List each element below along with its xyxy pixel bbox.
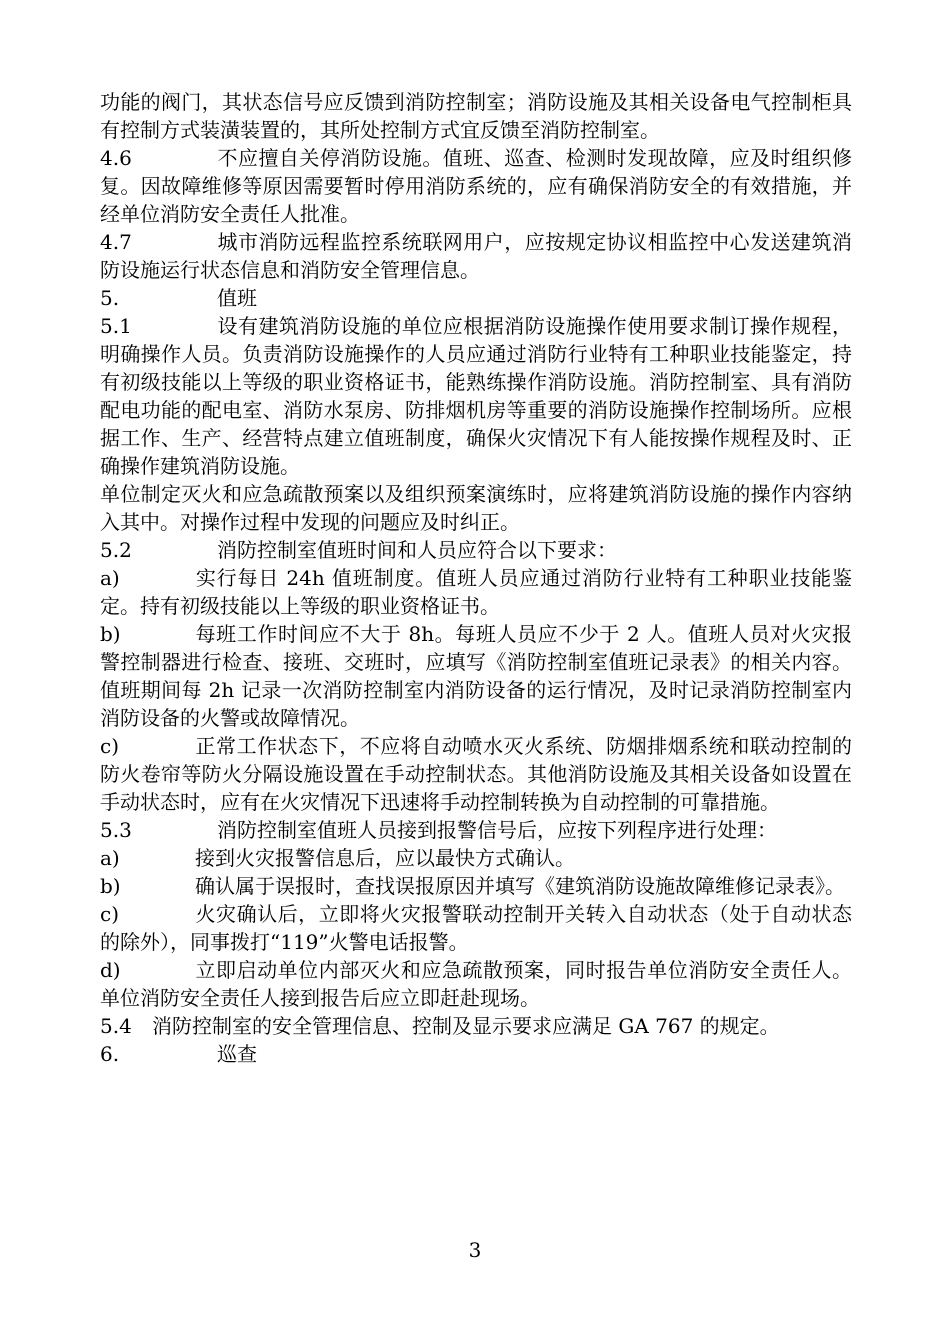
list-item-b bbox=[100, 872, 852, 900]
item-marker: b) bbox=[100, 622, 121, 646]
list-item-b bbox=[100, 620, 852, 732]
document-body bbox=[100, 88, 852, 1068]
item-marker: b) bbox=[100, 874, 121, 898]
section-title: 值班 bbox=[217, 286, 257, 310]
item-marker: a) bbox=[100, 566, 120, 590]
list-item-a bbox=[100, 564, 852, 620]
list-item-d bbox=[100, 956, 852, 1012]
clause-number: 4.6 bbox=[100, 146, 132, 170]
clause-5-4 bbox=[100, 1012, 852, 1040]
item-text: 实行每日 24h 值班制度。值班人员应通过消防行业特有工种职业技能鉴定。持有初级技能以上等级的职业资格证书。 bbox=[100, 566, 852, 618]
item-marker: a) bbox=[100, 846, 120, 870]
item-text: 接到火灾报警信息后，应以最快方式确认。 bbox=[195, 846, 575, 870]
section-5-heading bbox=[100, 284, 852, 312]
item-marker: d) bbox=[100, 958, 121, 982]
clause-text: 不应擅自关停消防设施。值班、巡查、检测时发现故障，应及时组织修复。因故障维修等原因需要暂时停用消防系统的，应有确保消防安全的有效措施，并经单位消防安全责任人批准。 bbox=[100, 146, 852, 226]
item-text: 火灾确认后，立即将火灾报警联动控制开关转入自动状态（处于自动状态的除外），同事拨打“119”火警电话报警。 bbox=[100, 902, 852, 954]
clause-text: 消防控制室值班人员接到报警信号后，应按下列程序进行处理： bbox=[217, 818, 777, 842]
section-number: 6. bbox=[100, 1042, 120, 1066]
paragraph-text: 单位制定灭火和应急疏散预案以及组织预案演练时，应将建筑消防设施的操作内容纳入其中。对操作过程中发现的问题应及时纠正。 bbox=[100, 482, 852, 534]
list-item-a bbox=[100, 844, 852, 872]
clause-number: 5.1 bbox=[100, 314, 132, 338]
section-title: 巡查 bbox=[217, 1042, 257, 1066]
item-text: 每班工作时间应不大于 8h。每班人员应不少于 2 人。值班人员对火灾报警控制器进行检查、接班、交班时，应填写《消防控制室值班记录表》的相关内容。值班期间每 2h 记录一次消防控制室内消防设备的运行情况，及时记录消防控制室内消防设备的火警或故障情况。 bbox=[100, 622, 852, 730]
paragraph-text: 功能的阀门，其状态信号应反馈到消防控制室；消防设施及其相关设备电气控制柜具有控制方式装潢装置的，其所处控制方式宜反馈至消防控制室。 bbox=[100, 90, 852, 142]
section-number: 5. bbox=[100, 286, 120, 310]
clause-text: 设有建筑消防设施的单位应根据消防设施操作使用要求制订操作规程，明确操作人员。负责消防设施操作的人员应通过消防行业特有工种职业技能鉴定，持有初级技能以上等级的职业资格证书，能熟练操作消防设施。消防控制室、具有消防配电功能的配电室、消防水泵房、防排烟机房等重要的消防设施操作控制场所。应根据工作、生产、经营特点建立值班制度，确保火灾情况下有人能按操作规程及时、正确操作建筑消防设施。 bbox=[100, 314, 852, 478]
item-text: 立即启动单位内部灭火和应急疏散预案，同时报告单位消防安全责任人。单位消防安全责任人接到报告后应立即赶赴现场。 bbox=[100, 958, 852, 1010]
clause-number: 5.3 bbox=[100, 818, 132, 842]
paragraph bbox=[100, 88, 852, 144]
clause-number: 4.7 bbox=[100, 230, 132, 254]
clause-4-6 bbox=[100, 144, 852, 228]
clause-5-2 bbox=[100, 536, 852, 564]
item-marker: c) bbox=[100, 734, 120, 758]
clause-4-7 bbox=[100, 228, 852, 284]
clause-5-3 bbox=[100, 816, 852, 844]
clause-number: 5.4 bbox=[100, 1014, 132, 1038]
clause-text: 城市消防远程监控系统联网用户，应按规定协议相监控中心发送建筑消防设施运行状态信息和消防安全管理信息。 bbox=[100, 230, 852, 282]
section-6-heading bbox=[100, 1040, 852, 1068]
clause-text: 消防控制室的安全管理信息、控制及显示要求应满足 GA 767 的规定。 bbox=[152, 1014, 780, 1038]
page-number: 3 bbox=[468, 1238, 482, 1262]
clause-5-1 bbox=[100, 312, 852, 480]
list-item-c bbox=[100, 900, 852, 956]
paragraph bbox=[100, 480, 852, 536]
clause-text: 消防控制室值班时间和人员应符合以下要求： bbox=[217, 538, 617, 562]
item-text: 确认属于误报时，查找误报原因并填写《建筑消防设施故障维修记录表》。 bbox=[195, 874, 845, 898]
item-marker: c) bbox=[100, 902, 120, 926]
clause-number: 5.2 bbox=[100, 538, 132, 562]
list-item-c bbox=[100, 732, 852, 816]
item-text: 正常工作状态下，不应将自动喷水灭火系统、防烟排烟系统和联动控制的防火卷帘等防火分隔设施设置在手动控制状态。其他消防设施及其相关设备如设置在手动状态时，应有在火灾情况下迅速将手动控制转换为自动控制的可靠措施。 bbox=[100, 734, 852, 814]
